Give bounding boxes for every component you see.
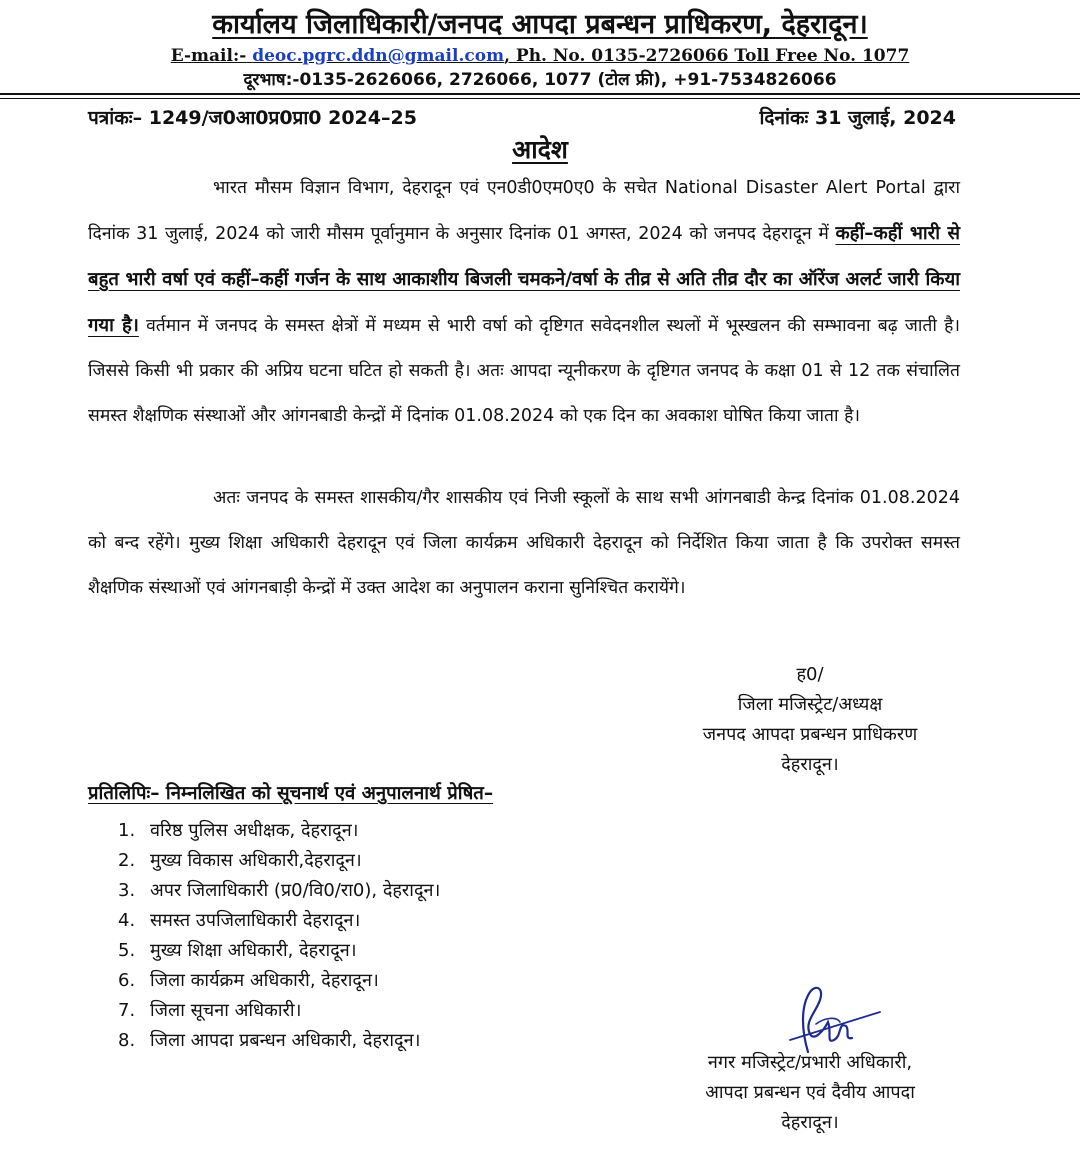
order-heading: आदेश: [512, 135, 568, 164]
list-item: 5. मुख्य शिक्षा अधिकारी, देहरादून।: [118, 940, 357, 961]
order-date: दिनांकः 31 जुलाई, 2024: [759, 107, 956, 129]
order-paragraph-1: [88, 166, 960, 439]
email-link[interactable]: deoc.pgrc.ddn@gmail.com: [252, 46, 505, 66]
cm-department: आपदा प्रबन्धन एवं दैवीय आपदा: [705, 1082, 915, 1103]
email-label: E-mail:-: [170, 46, 247, 66]
dm-authority: जनपद आपदा प्रबन्धन प्राधिकरण: [702, 724, 918, 745]
office-title: कार्यालय जिलाधिकारी/जनपद आपदा प्रबन्धन प्राधिकरण, देहरादून।: [212, 9, 868, 40]
list-item: 6. जिला कार्यक्रम अधिकारी, देहरादून।: [118, 970, 379, 991]
para1-end: वर्तमान में जनपद के समस्त क्षेत्रों में मध्यम से भारी वर्षा को दृष्टिगत सवेदनशील स्थलों में भूस्खलन की सम्भावना बढ़ जाती है। जिससे किसी भी प्रकार की अप्रिय घटना घटित हो सकती है। अतः आपदा न्यूनीकरण के दृष्टिगत जनपद के कक्षा 01 से 12 तक संचालित समस्त शैक्षणिक संस्थाओं और आंगनबाडी केन्द्रों में दिनांक 01.08.2024 को एक दिन का अवकाश घोषित किया जाता है।: [88, 316, 960, 426]
copy-to-heading: प्रतिलिपिः– निम्नलिखित को सूचनार्थ एवं अनुपालनार्थ प्रेषित–: [88, 783, 494, 804]
reference-number: पत्रांकः– 1249/ज0आ0प्र0प्रा0 2024–25: [88, 107, 417, 129]
header-divider: [0, 93, 1080, 95]
copy-to-list: [118, 816, 440, 1056]
contact-email-phone: [0, 46, 1080, 66]
dm-designation: जिला मजिस्ट्रेट/अध्यक्ष: [737, 694, 883, 715]
list-item: 3. अपर जिलाधिकारी (प्र0/वि0/रा0), देहरादून।: [118, 880, 441, 901]
para1-start: भारत मौसम विज्ञान विभाग, देहरादून एवं एन0डी0एम0ए0 के सचेत National Disaster Alert Portal द्वारा दिनांक 31 जुलाई, 2024 को जारी मौसम पूर्वानुमान के अनुसार दिनांक 01 अगस्त, 2024 को जनपद देहरादून में: [88, 178, 960, 244]
district-magistrate-signature-block: [650, 660, 970, 780]
cm-place: देहरादून।: [781, 1112, 839, 1133]
orange-alert-emphasis: कहीं–कहीं भारी से बहुत भारी वर्षा एवं कहीं–कहीं गर्जन के साथ आकाशीय बिजली चमकने/वर्षा के तीव्र से अति तीव्र दौर का ऑरेंज अलर्ट जारी किया गया है।: [88, 223, 960, 336]
list-item: 7. जिला सूचना अधिकारी।: [118, 1000, 302, 1021]
list-item: 2. मुख्य विकास अधिकारी,देहरादून।: [118, 850, 362, 871]
list-item: 8. जिला आपदा प्रबन्धन अधिकारी, देहरादून।: [118, 1030, 421, 1051]
signed-mark: ह0/: [796, 664, 824, 685]
cm-designation: नगर मजिस्ट्रेट/प्रभारी अधिकारी,: [707, 1052, 913, 1073]
order-paragraph-2: अतः जनपद के समस्त शासकीय/गैर शासकीय एवं निजी स्कूलों के साथ सभी आंगनबाडी केन्द्र दिनांक 01.08.2024 को बन्द रहेंगे। मुख्य शिक्षा अधिकारी देहरादून एवं जिला कार्यक्रम अधिकारी देहरादून को निर्देशित किया जाता है कि उपरोक्त समस्त शैक्षणिक संस्थाओं एवं आंगनबाड़ी केन्द्रों में उक्त आदेश का अनुपालन कराना सुनिश्चित करायेंगे।: [88, 488, 960, 598]
list-item: 4. समस्त उपजिलाधिकारी देहरादून।: [118, 910, 361, 931]
contact-phone-hindi: दूरभाष:-0135-2626066, 2726066, 1077 (टोल फ्री), +91-7534826066: [243, 70, 837, 90]
list-item: 1. वरिष्ठ पुलिस अधीक्षक, देहरादून।: [118, 820, 359, 841]
header-divider-thin: [0, 98, 1080, 99]
city-magistrate-signature-block: [650, 1048, 970, 1138]
phone-numbers: , Ph. No. 0135-2726066 Toll Free No. 1077: [504, 46, 910, 66]
dm-place: देहरादून।: [781, 754, 839, 775]
